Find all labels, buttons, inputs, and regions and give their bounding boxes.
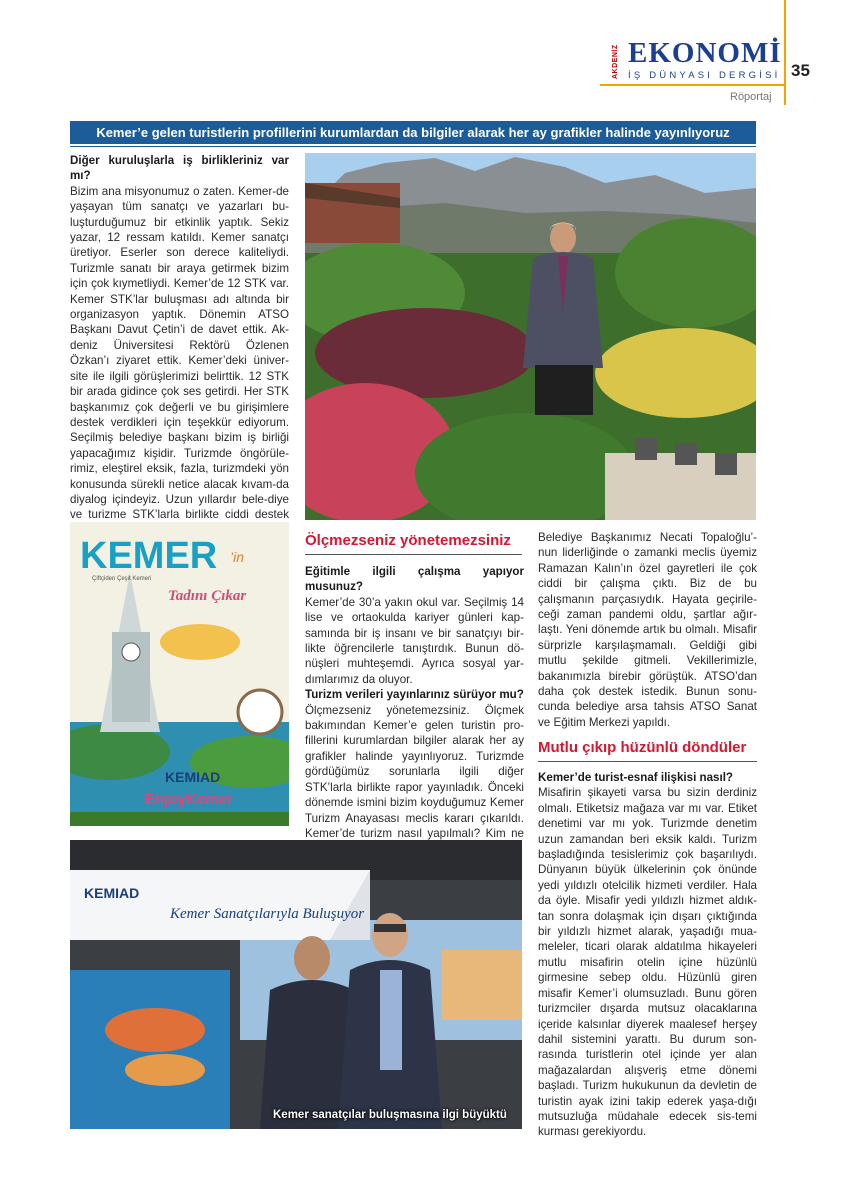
subhead-mutlu: Mutlu çıkıp hüzünlü döndüler [538,739,747,756]
headline-rule [70,146,756,147]
magazine-subtitle: İŞ DÜNYASI DERGİSİ [628,70,781,81]
photo-caption: Kemer sanatçılar buluşmasına ilgi büyüktü [273,1109,507,1121]
tourist-question: Kemer’de turist-esnaf ilişkisi nasıl? [538,771,734,784]
education-answer: Kemer’de 30’a yakın okul var. Seçilmiş 14 lise ve ortaokulda kariyer günleri kap-samında bir iş insanı ve bir sanatçıyı bir-likte öğrencilerle tanıştırdık. Bunun dö-nüşleri muhteşemdi. Ayrıca sosyal yar-dımlarımız da oluyor. [305,595,524,686]
header-horizontal-rule [600,84,786,86]
column-2-text [305,564,524,857]
header-vertical-rule [784,0,786,105]
garden-portrait-photo [305,153,756,520]
question-heading: Diğer kuruluşlarla iş birlikleriniz var mı? [70,154,289,183]
poster-title-suffix: ’in [230,549,245,565]
artists-meeting-photo [70,840,522,1129]
tourism-data-answer: Ölçmezseniz yönetemezsiniz. Ölçmek bakımından Kemer’e gelen turistin pro-fillerini kurumlardan bilgiler alarak her ay grafikler halinde yayınlıyoruz. Turizmde gördüğümüz sorunlarla ilgili diğer STK’larla birlikte rapor yayınladık. Önceki dönemde ismini bizim koyduğumuz Kemer Turizm Anayasası meclis kararı çıkarıldı. Kemer’de turizm nasıl yapılmalı? Kim ne [305,703,524,840]
page-number: 35 [791,61,810,80]
banner-logo: KEMIAD [84,885,140,901]
poster-footer: EnjoyKemer [145,791,233,808]
magazine-brand-side: AKDENİZ [612,44,619,80]
column-3-intro [538,530,757,730]
column-3-text [538,770,757,1140]
poster-title: KEMER [80,535,218,577]
poster-logo: KEMIAD [165,769,221,785]
poster-tagline: Tadını Çıkar [168,588,247,604]
poster-small-text: Çiftçiden Çeşit Kemeri [92,576,152,582]
subhead-rule [305,554,522,555]
magazine-brand: EKONOMİ [628,37,782,69]
subhead-olcmezseniz: Ölçmezseniz yönetemezsiniz [305,532,511,549]
tourism-data-question: Turizm verileri yayınlarınız sürüyor mu? [305,688,524,702]
tourist-answer: Misafirin şikayeti varsa bu sizin derdiniz olmalı. Etiketsiz mağaza var mı var. Etiket denetimi var mı yok. Turizmde denetim uzun zamandan beri eksik kaldı. Turizm başladığında tesislerimiz çok başarılıydı. Dünyanın büyük ülkelerinin çok önünde yedi yıldızlı otelcilik hizmeti verdiler. Hala da öyle. Misafir yedi yıldızlı hizmet aldık-tan sonra dolaşmak için dışarı çıktığında bir yıldızlı hizmet alarak, yaşadığı mua-meleler, ticari olarak aldatılma hikayeleri mutlu misafirin otelin içine hüzünlü girmesine sebep oldu. Hüzünlü giren misafir Kemer’i olumsuzladı. Bunu gören turizmciler dışarda mutsuz olacaklarına içeride kalsınlar diyerek maalesef herşey dahil sistemini yarattı. Bu durum son-rasında turistlerin otel içinde yer alan mağazalardan alışveriş etme dönemi başladı. Turizm hukukunun da devletin de turistin ayak izini takip ederek yaşa-dığı mutsuzluğa müdahale edecek sis-temi kurması gerekiyordu. [538,786,757,1139]
intro-paragraph: Belediye Başkanımız Necati Topaloğlu’-nun liderliğinde o zamanki meclis üyemiz Ramazan Kalın’ın özel gayretleri ile çok ciddi bir çalışma çıktı. Biz de bu çalışmanın parçasıydık. Hayata geçirile-ceği zaman pandemi oldu, şartlar ağır-laştı. Yeni dönemde artık bu olmalı. Misafir sürprizle karşılaşmamalı. Geldiği gibi mutlu şekilde gitmeli. Vekillerimizle, bakanımızla birebir görüştük. ATSO’dan daha çok destek istedik. Bunun sonu-cunda belediye arsa tahsis ATSO Sanat ve Eğitim Merkezi yapıldı. [538,531,757,729]
banner-text: Kemer Sanatçılarıyla Buluşuyor [170,906,365,922]
column-1-text [70,153,289,538]
kemer-poster-image [70,522,289,826]
answer-paragraph: Bizim ana misyonumuz o zaten. Kemer-de yaşayan tüm sanatçı ve yazarları bu-luşturduğumuz bir etkinlik yaptık. Sekiz yazar, 12 ressam katıldı. Kemer sanatçı üretiyor. Eserler son derece kaliteliydi. Turizmle sanatı bir araya getirmek bizim için çok kıymetliydi. Kemer’de 12 STK var. Kemer STK’lar buluşması adı altında bir organizasyon yaptık. Dönemin ATSO Başkanı Davut Çetin’i de davet ettik. Ak-deniz Üniversitesi Rektörü Özlenen Özkan’ı ziyaret ettik. Kemer’deki üniver-site ile ilgili görüşlerimizi belirttik. 12 STK bir arada gidince çok ses getirdi. Her STK başkanımız çok değerli ve bu girişimlere destek verdikleri için teşekkür ediyorum. Seçilmiş belediye başkanı bizim iş birliği yapacağımız kişidir. Turizmde öngörüle-rimiz, eleştirel eksik, fazla, turizmdeki yön konusunda sürekli netice alacak kıvam-da diyalog içindeyiz. Uzun yıllardır bele-diye ve turizme STK’larla birlikte ciddi destek [70,184,289,522]
section-label: Röportaj [730,91,772,103]
article-headline: Kemer’e gelen turistlerin profillerini kurumlardan da bilgiler alarak her ay grafikler halinde yayınlıyoruz [70,121,756,144]
education-question: Eğitimle ilgili çalışma yapıyor musunuz? [305,565,524,594]
subhead-rule [538,761,757,762]
